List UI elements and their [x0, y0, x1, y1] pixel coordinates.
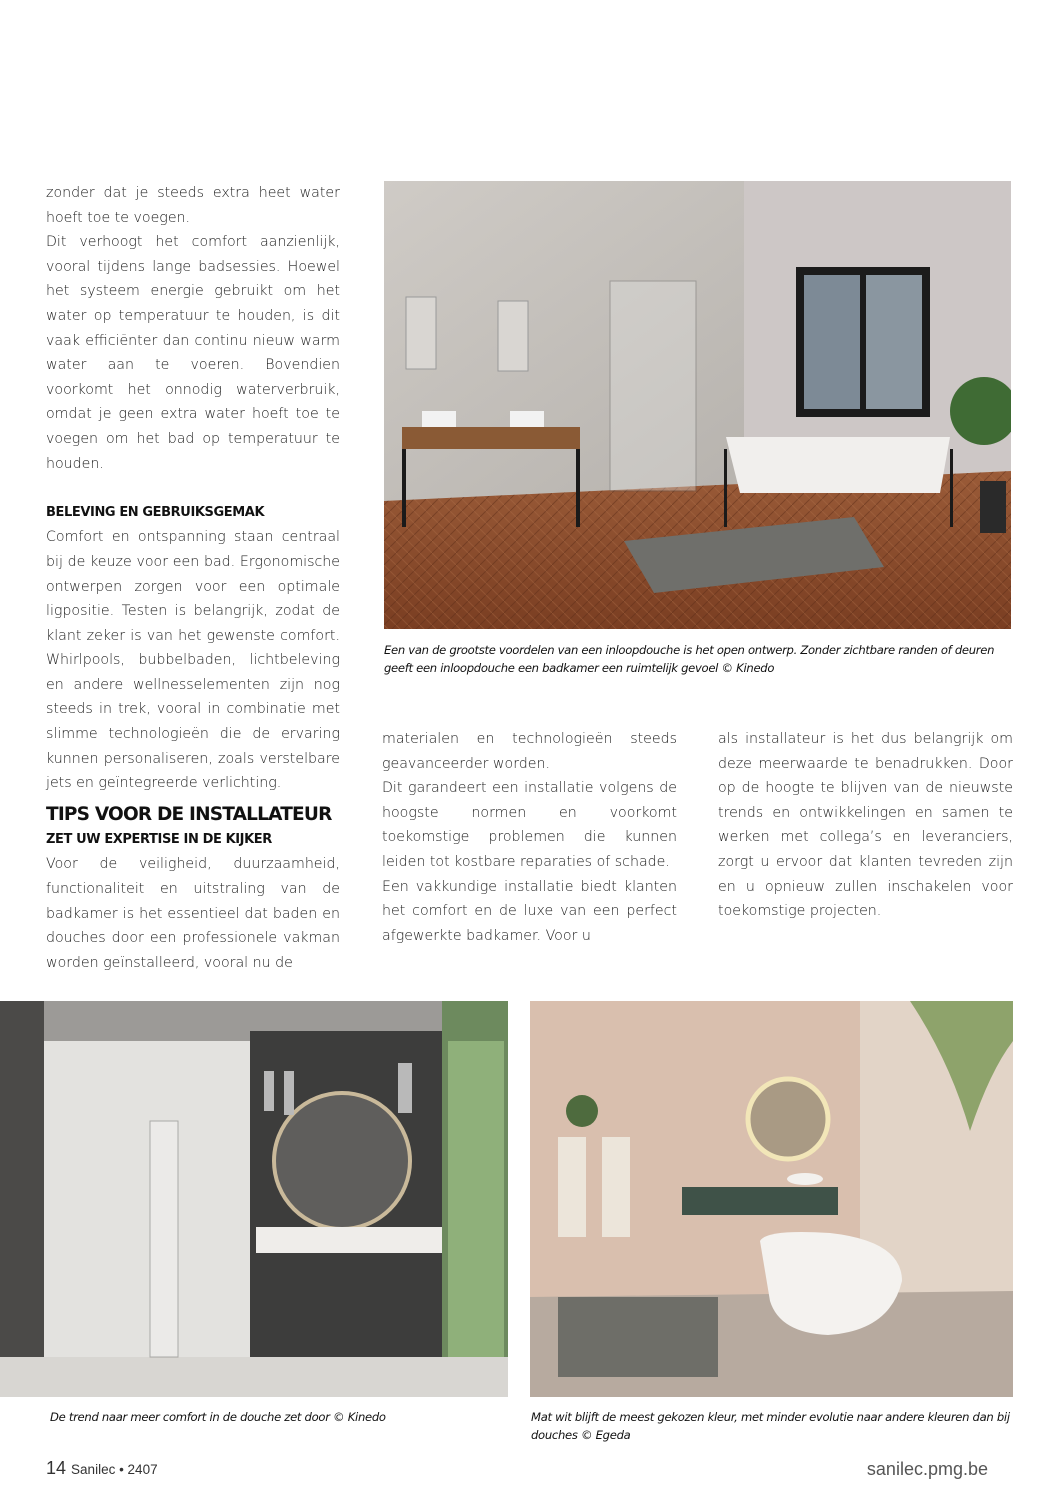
middle-paragraph-1: materialen en technologieën steeds geavanceerder worden. — [382, 731, 677, 772]
photo-caption-top: Een van de grootste voordelen van een inloopdouche is het open ontwerp. Zonder zichtbare randen of deuren geeft een inloopdouche een badkamer een ruimtelijk gevoel © Kinedo — [384, 643, 995, 675]
middle-paragraph-2: Dit garandeert een installatie volgens de hoogste normen en voorkomt toekomstige problemen die kunnen leiden tot kostbare reparaties of schade. — [382, 780, 677, 870]
left-paragraph-4: Voor de veiligheid, duurzaamheid, functionaliteit en uitstraling van de badkamer is het essentieel dat baden en douches door een professionele vakman worden geïnstalleerd, vooral nu de — [46, 856, 340, 971]
subhead-expertise: ZET UW EXPERTISE IN DE KIJKER — [46, 831, 272, 847]
photo-caption-bottom-right: Mat wit blijft de meest gekozen kleur, met minder evolutie naar andere kleuren dan bij douches © Egeda — [531, 1410, 1010, 1442]
subhead-beleving: BELEVING EN GEBRUIKSGEMAK — [46, 504, 265, 520]
publication-name: Sanilec • 2407 — [71, 1462, 158, 1477]
bathroom-walkin-shower-photo — [384, 181, 1011, 629]
middle-paragraph-3: Een vakkundige installatie biedt klanten het comfort en de luxe van een perfect afgewerkte badkamer. Voor u — [382, 878, 677, 944]
paragraph-spacer — [46, 476, 340, 501]
freestanding-bathtub-photo — [530, 1001, 1013, 1397]
page-number: 14 — [46, 1458, 67, 1478]
footer-left — [46, 1458, 158, 1479]
section-title: TIPS VOOR DE INSTALLATEUR — [46, 803, 332, 825]
left-paragraph-1: zonder dat je steeds extra heet water hoeft toe te voegen. — [46, 185, 340, 226]
dark-shower-mirror-photo — [0, 1001, 508, 1397]
middle-column — [382, 727, 677, 948]
right-column — [718, 727, 1013, 924]
left-column — [46, 181, 340, 975]
photo-caption-bottom-left: De trend naar meer comfort in de douche zet door © Kinedo — [50, 1410, 386, 1424]
website-link[interactable]: sanilec.pmg.be — [866, 1459, 988, 1479]
left-paragraph-2: Dit verhoogt het comfort aanzienlijk, vooral tijdens lange badsessies. Hoewel het systeem energie gebruikt om het water op temperatuur te houden, is dit vaak efficiënter dan continu nieuw warm water aan te voeren. Bovendien voorkomt het onnodig waterverbruik, omdat je geen extra water hoeft toe te voegen om het bad op temperatuur te houden. — [46, 234, 340, 472]
left-paragraph-3: Comfort en ontspanning staan centraal bij de keuze voor een bad. Ergonomische ontwerpen zorgen voor een optimale ligpositie. Testen is belangrijk, zodat de klant zeker is van het gewenste comfort. Whirlpools, bubbelbaden, lichtbeleving en andere wellnesselementen zijn nog steeds in trek, vooral in combinatie met slimme technologieën die de ervaring kunnen personaliseren, zoals verstelbare jets en geïntegreerde verlichting. — [46, 529, 340, 792]
right-paragraph-1: als installateur is het dus belangrijk om deze meerwaarde te benadrukken. Door op de hoogte te blijven van de nieuwste trends en ontwikkelingen en samen te werken met collega’s en leveranciers, zorgt u ervoor dat klanten tevreden zijn en u opnieuw zullen inschakelen voor toekomstige projecten. — [718, 731, 1013, 920]
